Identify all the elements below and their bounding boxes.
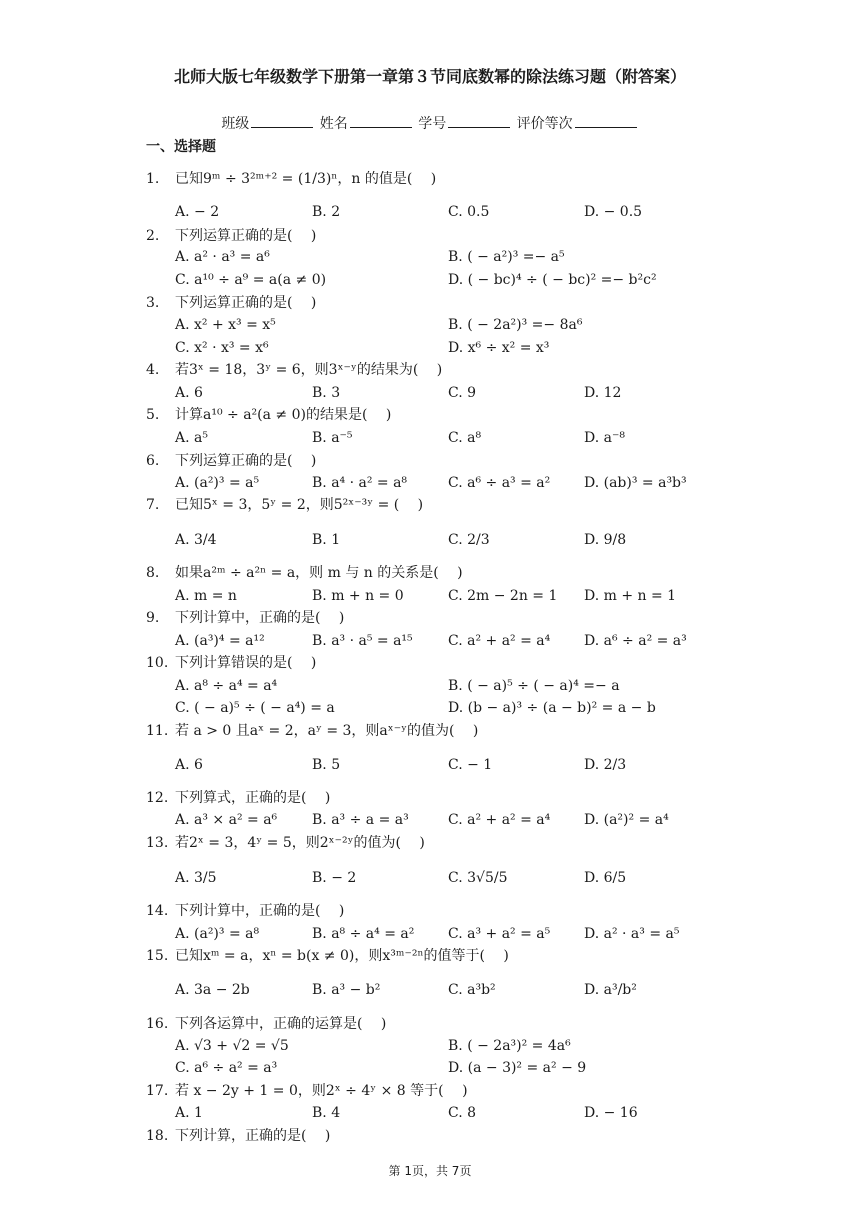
- option-d: D. m + n = 1: [584, 588, 677, 604]
- option-c: C. 2m − 2n = 1: [448, 588, 558, 604]
- option-a: A. a³ × a² = a⁶: [175, 812, 278, 828]
- option-c: C. 9: [448, 385, 477, 401]
- option-c: C. a⁶ ÷ a³ = a²: [448, 475, 551, 491]
- question-stem: 下列运算正确的是( ): [175, 453, 317, 469]
- option-a: A. a² · a³ = a⁶: [175, 249, 270, 265]
- question-number: 9.: [146, 610, 160, 626]
- name-blank: [350, 115, 412, 128]
- option-b: B. 3: [312, 385, 341, 401]
- option-a: A. (a²)³ = a⁸: [175, 926, 260, 942]
- option-a: A. 3/4: [175, 532, 217, 548]
- option-c: C. a³ + a² = a⁵: [448, 926, 551, 942]
- question-stem: 下列各运算中，正确的运算是( ): [175, 1016, 387, 1032]
- option-d: D. (ab)³ = a³b³: [584, 475, 687, 491]
- question-number: 13.: [146, 835, 169, 851]
- option-c: C. a² + a² = a⁴: [448, 633, 551, 649]
- option-b: B. a⁸ ÷ a⁴ = a²: [312, 926, 415, 942]
- option-b: B. 4: [312, 1105, 341, 1121]
- option-b: B. ( − 2a²)³ =− 8a⁶: [448, 317, 583, 333]
- question-number: 4.: [146, 362, 160, 378]
- option-b: B. ( − 2a³)² = 4a⁶: [448, 1038, 571, 1054]
- option-a: A. − 2: [175, 204, 220, 220]
- option-b: B. 5: [312, 757, 341, 773]
- option-b: B. ( − a²)³ =− a⁵: [448, 249, 565, 265]
- question-number: 3.: [146, 295, 160, 311]
- option-d: D. − 0.5: [584, 204, 643, 220]
- question-number: 18.: [146, 1128, 169, 1144]
- question-number: 5.: [146, 407, 160, 423]
- option-b: B. a³ ÷ a = a³: [312, 812, 409, 828]
- question-number: 10.: [146, 655, 169, 671]
- page-footer: 第 1页，共 7页: [388, 1164, 472, 1178]
- option-b: B. m + n = 0: [312, 588, 404, 604]
- question-stem: 若 x − 2y + 1 = 0，则2ˣ ÷ 4ʸ × 8 等于( ): [175, 1083, 468, 1099]
- page-title: 北师大版七年级数学下册第一章第３节同底数幂的除法练习题（附答案）: [173, 67, 686, 86]
- class-blank: [251, 115, 313, 128]
- question-number: 12.: [146, 790, 169, 806]
- option-d: D. ( − bc)⁴ ÷ ( − bc)² =− b²c²: [448, 272, 657, 288]
- option-c: C. a¹⁰ ÷ a⁹ = a(a ≠ 0): [175, 272, 327, 288]
- option-d: D. 9/8: [584, 532, 627, 548]
- question-number: 1.: [146, 171, 160, 187]
- question-stem: 下列运算正确的是( ): [175, 295, 317, 311]
- option-b: B. a³ · a⁵ = a¹⁵: [312, 633, 413, 649]
- option-c: C. a² + a² = a⁴: [448, 812, 551, 828]
- question-stem: 如果a²ᵐ ÷ a²ⁿ = a，则 m 与 n 的关系是( ): [175, 565, 463, 581]
- question-stem: 已知xᵐ = a，xⁿ = b(x ≠ 0)，则x³ᵐ⁻²ⁿ的值等于( ): [175, 948, 509, 964]
- question-number: 2.: [146, 228, 160, 244]
- option-d: D. a⁻⁸: [584, 430, 625, 446]
- question-stem: 下列计算，正确的是( ): [175, 1128, 331, 1144]
- option-d: D. x⁶ ÷ x² = x³: [448, 340, 550, 356]
- student-info-line: [0, 113, 860, 133]
- option-c: C. x² · x³ = x⁶: [175, 340, 269, 356]
- question-number: 15.: [146, 948, 169, 964]
- id-label: 学号: [418, 116, 447, 132]
- question-stem: 下列计算中，正确的是( ): [175, 903, 345, 919]
- option-d: D. (a − 3)² = a² − 9: [448, 1060, 587, 1076]
- question-stem: 下列计算错误的是( ): [175, 655, 317, 671]
- option-a: A. √3 + √2 = √5: [175, 1038, 289, 1054]
- question-number: 11.: [146, 723, 169, 739]
- grade-blank: [575, 115, 637, 128]
- grade-label: 评价等次: [516, 116, 573, 132]
- question-stem: 下列计算中，正确的是( ): [175, 610, 345, 626]
- option-c: C. a³b²: [448, 982, 496, 998]
- option-a: A. 6: [175, 385, 203, 401]
- option-c: C. 2/3: [448, 532, 490, 548]
- option-b: B. 2: [312, 204, 341, 220]
- question-stem: 若 a > 0 且aˣ = 2，aʸ = 3，则aˣ⁻ʸ的值为( ): [175, 723, 479, 739]
- option-a: A. a⁸ ÷ a⁴ = a⁴: [175, 678, 278, 694]
- option-b: B. − 2: [312, 870, 357, 886]
- option-d: D. (a²)² = a⁴: [584, 812, 669, 828]
- question-number: 7.: [146, 497, 160, 513]
- option-a: A. (a³)⁴ = a¹²: [175, 633, 265, 649]
- option-d: D. 12: [584, 385, 622, 401]
- question-stem: 若2ˣ = 3，4ʸ = 5，则2ˣ⁻²ʸ的值为( ): [175, 835, 425, 851]
- option-a: A. (a²)³ = a⁵: [175, 475, 260, 491]
- question-number: 6.: [146, 453, 160, 469]
- option-b: B. a³ − b²: [312, 982, 381, 998]
- option-c: C. 8: [448, 1105, 477, 1121]
- option-c: C. 3√5/5: [448, 870, 508, 886]
- option-a: A. 6: [175, 757, 203, 773]
- option-b: B. a⁴ · a² = a⁸: [312, 475, 408, 491]
- option-c: C. a⁸: [448, 430, 482, 446]
- class-label: 班级: [221, 116, 250, 132]
- option-a: A. 3/5: [175, 870, 217, 886]
- question-number: 8.: [146, 565, 160, 581]
- option-d: D. 6/5: [584, 870, 627, 886]
- section-heading: 一、选择题: [146, 139, 216, 155]
- id-blank: [448, 115, 510, 128]
- question-stem: 若3ˣ = 18，3ʸ = 6，则3ˣ⁻ʸ的结果为( ): [175, 362, 443, 378]
- option-b: B. a⁻⁵: [312, 430, 353, 446]
- question-stem: 计算a¹⁰ ÷ a²(a ≠ 0)的结果是( ): [175, 407, 392, 423]
- option-b: B. ( − a)⁵ ÷ ( − a)⁴ =− a: [448, 678, 620, 694]
- option-d: D. a³/b²: [584, 982, 637, 998]
- option-b: B. 1: [312, 532, 341, 548]
- question-number: 16.: [146, 1016, 169, 1032]
- name-label: 姓名: [319, 116, 348, 132]
- option-c: C. a⁶ ÷ a² = a³: [175, 1060, 278, 1076]
- option-a: A. 3a − 2b: [175, 982, 250, 998]
- option-d: D. a² · a³ = a⁵: [584, 926, 680, 942]
- question-stem: 已知5ˣ = 3，5ʸ = 2，则5²ˣ⁻³ʸ = ( ): [175, 497, 424, 513]
- option-d: D. (b − a)³ ÷ (a − b)² = a − b: [448, 700, 656, 716]
- option-a: A. x² + x³ = x⁵: [175, 317, 276, 333]
- option-c: C. ( − a)⁵ ÷ ( − a⁴) = a: [175, 700, 335, 716]
- option-c: C. 0.5: [448, 204, 490, 220]
- option-d: D. − 16: [584, 1105, 638, 1121]
- option-d: D. 2/3: [584, 757, 627, 773]
- question-number: 17.: [146, 1083, 169, 1099]
- option-a: A. a⁵: [175, 430, 208, 446]
- option-d: D. a⁶ ÷ a² = a³: [584, 633, 687, 649]
- question-stem: 已知9ᵐ ÷ 3²ᵐ⁺² = (1/3)ⁿ，n 的值是( ): [175, 171, 437, 187]
- option-c: C. − 1: [448, 757, 493, 773]
- question-number: 14.: [146, 903, 169, 919]
- option-a: A. m = n: [175, 588, 237, 604]
- question-stem: 下列运算正确的是( ): [175, 228, 317, 244]
- question-stem: 下列算式，正确的是( ): [175, 790, 331, 806]
- option-a: A. 1: [175, 1105, 203, 1121]
